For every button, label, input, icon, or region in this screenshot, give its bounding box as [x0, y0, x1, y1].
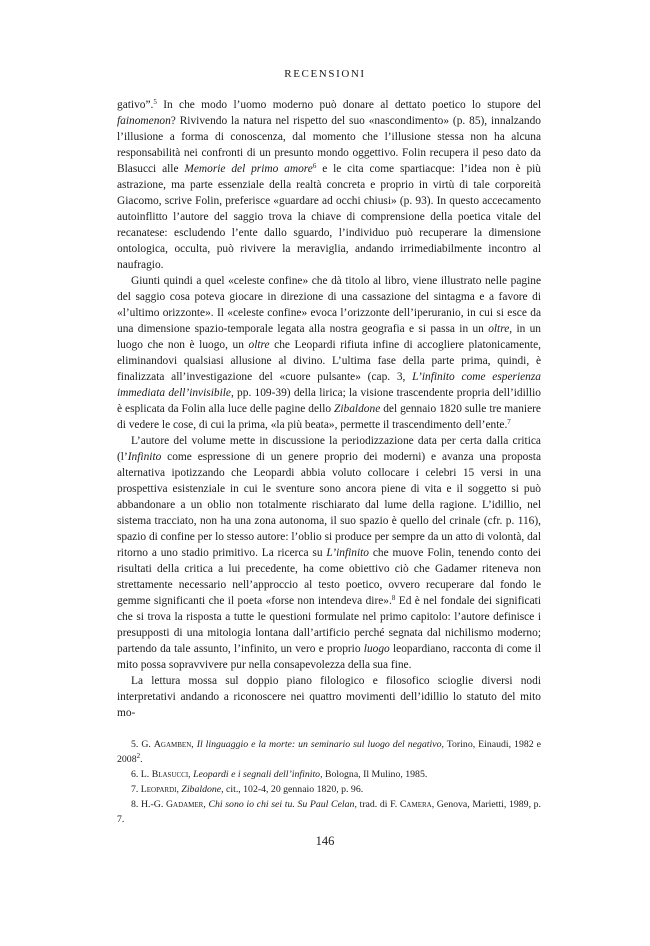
footnote: [117, 797, 541, 827]
text-run: .: [140, 754, 143, 765]
footnote: [117, 737, 541, 767]
note-reference: 2: [136, 752, 141, 760]
author-name: Agamben: [153, 739, 192, 750]
footnote: [117, 782, 541, 797]
text-run: In che modo l’uomo moderno può donare al dettato poetico lo stupore del: [156, 99, 541, 111]
note-reference: 8: [391, 594, 396, 602]
text-run: come espressione di un genere proprio dei moderni) e avanza una proposta alternativa ipotizzando che Leopardi abbia voluto collocare i celebri 15 versi in una prospettiva esistenziale in cui le sventure sono ancora piene di vita e il soggetto si può abbandonare a un oblio non totalmente rischiarato dal lume della ragione. L’idillio, nel sistema tracciato, non ha una zona autonoma, il suo spazio è quello del crinale (cfr. p. 116), spazio di confine per lo stesso autore: l’oblio si produce per sempre da un atto di volontà, dal ritorno a uno stadio primitivo. La ricerca su: [117, 451, 541, 559]
italic-text: Leopardi e i segnali dell’infinito: [193, 769, 321, 780]
text-run: , Bologna, Il Mulino, 1985.: [320, 769, 428, 780]
author-name: Camera: [399, 799, 432, 810]
italic-text: oltre: [488, 323, 510, 335]
text-run: ,: [191, 739, 197, 750]
text-run: gativo”.: [117, 99, 154, 111]
text-run: del gennaio 1820 sulle tre maniere di vedere le cose, di cui la prima, «la più beata», permette il trascendimento dell’ente.: [117, 403, 541, 431]
author-name: Blasucci: [151, 769, 189, 780]
running-head: RECENSIONI: [284, 68, 366, 80]
italic-text: oltre: [248, 339, 270, 351]
text-run: , pp. 109-39) della lirica; la visione trascendente propria dell’idillio è esplicata da Folin alla luce delle pagine dello: [117, 387, 541, 415]
note-reference: 7: [507, 418, 511, 426]
text-run: L’autore del volume mette in discussione la periodizzazione data per certa dalla critica (l’: [117, 435, 541, 463]
text-run: Ed è nel fondale dei significati che si trova la risposta a tutte le questioni formulate nel primo capitolo: l’autore definisce i presupposti di una mitologia lontana dall’artificio perché segnata dal nichilismo moderno; partendo da tale assunto, l’infinito, un vero e proprio: [117, 595, 541, 655]
italic-text: Zibaldone: [181, 784, 222, 795]
author-name: Leopardi: [140, 784, 177, 795]
text-run: 5. G.: [131, 739, 154, 750]
italic-text: Chi sono io chi sei tu. Su Paul Celan: [208, 799, 355, 810]
text-run: Giunti quindi a quel «celeste confine» che dà titolo al libro, viene illustrato nelle pagine del saggio cosa poteva giocare in direzione di una cassazione del sintagma e a favore di «l’ultimo orizzonte». Il «celeste confine» evoca l’orizzonte dell’iperuranio, in cui si esce da una dimensione spazio-temporale legata alla nostra geografia e si passa in un: [117, 275, 541, 335]
text-run: 7.: [131, 784, 141, 795]
text-run: ,: [203, 799, 209, 810]
paragraph: [117, 273, 541, 433]
text-run: che Leopardi rifiuta infine di accogliere platonicamente, eliminandovi qualsiasi allusione al divino. L’ultima fase della parte prima, quindi, è finalizzata all’investigazione del «cuore pulsante» (cap. 3,: [117, 339, 541, 383]
italic-text: Infinito: [127, 451, 162, 463]
note-reference: 5: [153, 98, 157, 106]
page-number: 146: [315, 834, 335, 848]
italic-text: Zibaldone: [334, 403, 381, 415]
text-run: leopardiano, racconta di come il mito possa sopravvivere pur nella consapevolezza della sua fine.: [117, 643, 541, 671]
text-run: ,: [188, 769, 194, 780]
text-run: , trad. di F.: [354, 799, 400, 810]
paragraph: [117, 97, 541, 273]
body-text: [117, 97, 541, 721]
paragraph: [117, 673, 541, 721]
footnote: [117, 767, 541, 782]
italic-text: Memorie del primo amore: [184, 163, 313, 175]
text-run: e le cita come spartiacque: l’idea non è più astrazione, ma parte essenziale della realtà concreta e proprio in virtù di tale corporeità Giacomo, scrive Folin, preferisce «guardare ad occhi chiusi» (p. 93). In questo accecamento autoinflitto l’autore del saggio trova la chiave di comprensione della poetica vitale del recanatese: escludendo l’ente dallo sguardo, l’individuo può recuperare la dimensione ontologica, occulta, può rivivere la meraviglia, andando irrimediabilmente incontro al naufragio.: [117, 163, 542, 271]
italic-text: L’infinito: [326, 547, 370, 559]
text-run: 8. H.-G.: [131, 799, 166, 810]
text-run: , Genova, Marietti, 1989, p. 7.: [117, 799, 542, 825]
text-run: , in un luogo che non è luogo, un: [117, 323, 542, 351]
text-run: La lettura mossa sul doppio piano filologico e filosofico scioglie diversi nodi interpretativi andando a riconoscere nei quattro movimenti dell’idillio lo statuto del mito mo-: [117, 675, 541, 719]
footnotes: [117, 737, 541, 827]
text-run: ? Rivivendo la natura nel rispetto del suo «nascondimento» (p. 85), innalzando l’illusione a forma di conoscenza, dal momento che l’illusione stessa non ha alcuna responsabilità nei confronti di un presunto mondo oggettivo. Folin recupera il peso dato da Blasucci alle: [117, 115, 541, 175]
paragraph: [117, 433, 541, 673]
italic-text: L’infinito come esperienza immediata dell’invisibile: [117, 371, 541, 399]
author-name: Gadamer: [165, 799, 204, 810]
text-run: 6. L.: [131, 769, 152, 780]
text-run: ,: [176, 784, 182, 795]
text-run: , Torino, Einaudi, 1982 e 2008: [117, 739, 541, 765]
italic-text: fainomenon: [117, 115, 171, 127]
note-reference: 6: [312, 162, 317, 170]
italic-text: luogo: [363, 643, 390, 655]
text-run: , cit., 102-4, 20 gennaio 1820, p. 96.: [221, 784, 364, 795]
italic-text: Il linguaggio e la morte: un seminario sul luogo del negativo: [196, 739, 442, 750]
text-run: che muove Folin, tenendo conto dei risultati della critica a lui precedente, ha come obiettivo ciò che Gadamer riteneva non strettamente necessario nell’approccio al testo poetico, ovvero recuperare dal fondo le gemme significanti che il poeta «forse non intendeva dire».: [117, 547, 542, 607]
